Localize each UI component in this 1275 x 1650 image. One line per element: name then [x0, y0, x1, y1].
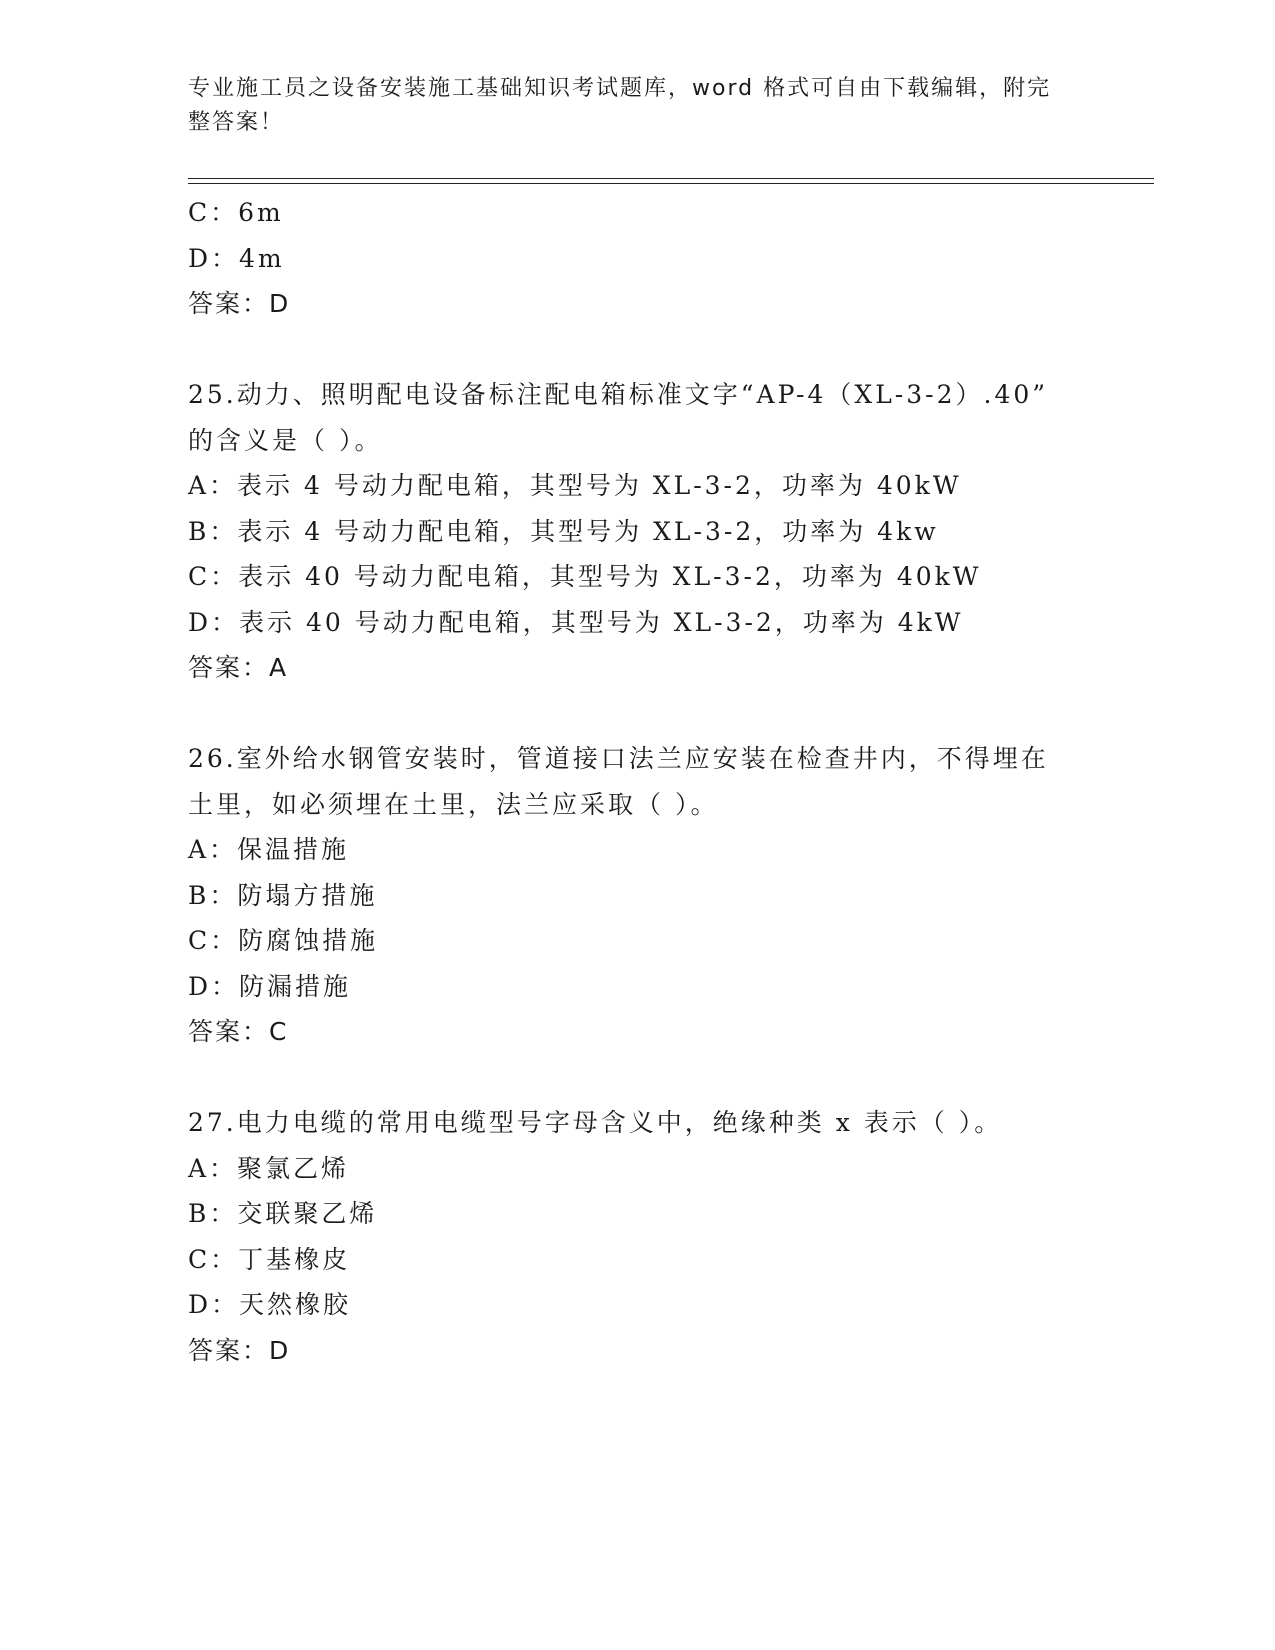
option-a: A：保温措施	[188, 835, 350, 864]
document-body	[188, 190, 1088, 1373]
question-27	[188, 1100, 1088, 1373]
question-stem: 26.室外给水钢管安装时，管道接口法兰应安装在检查井内，不得埋在	[188, 744, 1049, 773]
option-b: B：交联聚乙烯	[188, 1199, 378, 1228]
answer: 答案：A	[188, 653, 289, 682]
question-24-continuation	[188, 190, 1088, 327]
answer: 答案：C	[188, 1017, 289, 1046]
option-d: D：4m	[188, 243, 285, 273]
question-stem-cont: 土里，如必须埋在土里，法兰应采取（ ）。	[188, 789, 719, 819]
question-stem: 25.动力、照明配电设备标注配电箱标准文字“AP-4（XL-3-2）.40”	[188, 380, 1049, 409]
option-d: D：防漏措施	[188, 971, 352, 1001]
option-a: A：聚氯乙烯	[188, 1153, 350, 1183]
option-a: A：表示 4 号动力配电箱，其型号为 XL-3-2，功率为 40kW	[188, 471, 962, 500]
header-rule-bottom	[188, 183, 1154, 184]
option-d: D：天然橡胶	[188, 1290, 352, 1319]
header-line-2: 整答案！	[188, 110, 285, 135]
option-b: B：表示 4 号动力配电箱，其型号为 XL-3-2，功率为 4kw	[188, 516, 939, 546]
option-c: C：表示 40 号动力配电箱，其型号为 XL-3-2，功率为 40kW	[188, 562, 982, 591]
option-c: C：防腐蚀措施	[188, 926, 379, 955]
option-d: D：表示 40 号动力配电箱，其型号为 XL-3-2，功率为 4kW	[188, 607, 964, 637]
document-header	[188, 72, 1068, 140]
header-rule-top	[188, 178, 1154, 179]
question-stem-cont: 的含义是（ ）。	[188, 425, 383, 455]
option-b: B：防塌方措施	[188, 880, 378, 910]
header-line-1: 专业施工员之设备安装施工基础知识考试题库，word 格式可自由下载编辑，附完	[188, 76, 1052, 101]
question-26	[188, 736, 1088, 1055]
option-c: C：丁基橡皮	[188, 1244, 351, 1274]
option-c: C：6m	[188, 198, 284, 227]
question-25	[188, 372, 1088, 691]
question-stem: 27.电力电缆的常用电缆型号字母含义中，绝缘种类 x 表示（ ）。	[188, 1108, 1003, 1137]
answer: 答案：D	[188, 1335, 291, 1365]
answer: 答案：D	[188, 289, 291, 318]
